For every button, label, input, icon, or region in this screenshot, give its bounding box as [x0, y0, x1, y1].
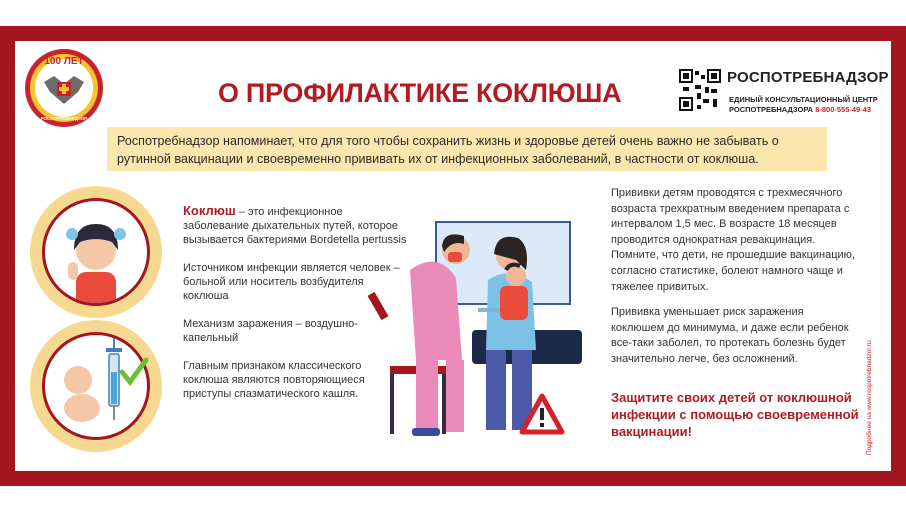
org-line2-text: РОСПОТРЕБНАДЗОРА [729, 105, 814, 114]
vaccination-column [611, 186, 856, 378]
keyword-pertussis: Коклюш [183, 203, 236, 218]
mechanism-paragraph: Механизм заражения – воздушно-капельный [183, 318, 358, 344]
vaccination-scene-illustration [360, 210, 610, 450]
page-title: О ПРОФИЛАКТИКЕ КОКЛЮША [218, 78, 622, 108]
baby-circle [30, 320, 162, 452]
emblem-subtext: РОСПОТРЕБНАДЗОР [40, 116, 88, 121]
girl-circle [30, 186, 162, 318]
definition-text: – это инфекционное заболевание дыхательных путей, которое вызывается бактериями Bordetella pertussis [183, 206, 407, 246]
baby-syringe-icon [42, 332, 150, 440]
coughing-girl-icon [42, 198, 150, 306]
rospotrebnadzor-100-emblem [24, 48, 104, 128]
symptom-paragraph: Главным признаком классического коклюша являются повторяющиеся приступы спазматического кашля. [183, 360, 365, 400]
hotline-phone: 8-800-555-49-43 [815, 105, 872, 114]
website-vertical-caption: Подробнее на www.rospotrebnadzor.ru [866, 340, 873, 455]
schedule-paragraph: Прививки детям проводятся с трехмесячного возраста трехкратным введением препарата с интервалом 1,5 мес. В возрасте 18 месяцев проводится однократная ревакцинация. Помните, что дети, не прошедшие вакцинацию, согласно статистике, болеют намного чаще и тяжелее привитых. [611, 187, 855, 293]
source-paragraph: Источником инфекции является человек – больной или носитель возбудителя коклюша [183, 262, 400, 302]
org-name: РОСПОТРЕБНАДЗОР [727, 69, 889, 86]
org-hotline [729, 105, 871, 114]
emblem-text: 100 ЛЕТ [44, 56, 84, 67]
org-consult-center: ЕДИНЫЙ КОНСУЛЬТАЦИОННЫЙ ЦЕНТР [729, 95, 878, 104]
call-to-action: Защитите своих детей от коклюшной инфекции с помощью своевременной вакцинации! [611, 390, 859, 439]
risk-paragraph: Прививка уменьшает риск заражения коклюшем до минимума, и даже если ребенок все-таки заболел, то протекать болезнь будет значительно легче, без осложнений. [611, 306, 849, 365]
qr-code-icon [679, 69, 721, 111]
notice-banner: Роспотребнадзор напоминает, что для того чтобы сохранить жизнь и здоровье детей очень важно не забывать о рутинной вакцинации и своевременно прививать их от инфекционных заболеваний, в частности от коклюша. [107, 127, 827, 171]
